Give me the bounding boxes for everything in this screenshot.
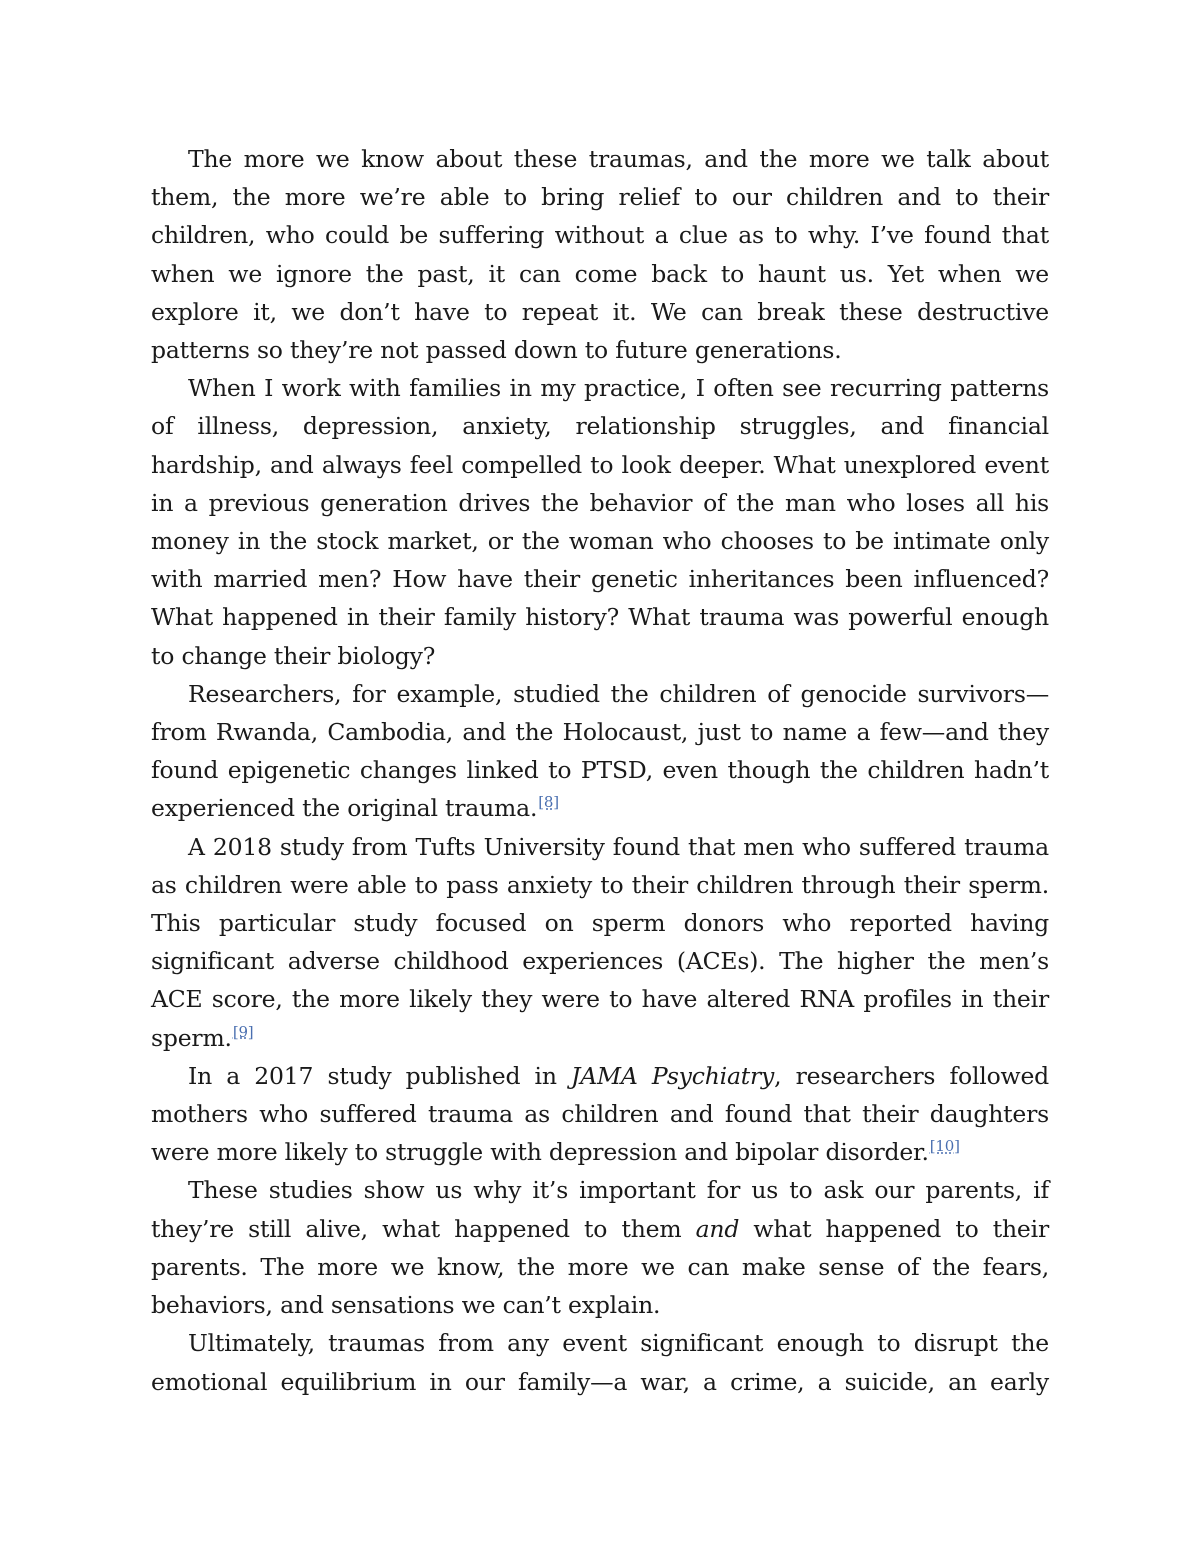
- journal-title: JAMA Psychiatry: [570, 1061, 775, 1090]
- footnote-link[interactable]: [9]: [232, 1022, 254, 1041]
- paragraph-text: A 2018 study from Tufts University found that men who suffered trauma as children were able to pass anxiety to their children through their sperm. This particular study focused on sperm donors who reported having significant adverse childhood experiences (ACEs). The higher the men’s ACE score, the more likely they were to have altered RNA profiles in their sperm.: [151, 832, 1049, 1052]
- footnote-link[interactable]: [10]: [929, 1137, 960, 1156]
- paragraph: [151, 828, 1049, 1057]
- paragraph: [151, 675, 1049, 828]
- paragraph: [151, 140, 1049, 369]
- document-page: [151, 140, 1049, 1401]
- paragraph-text: what happened to their parents. The more we know, the more we can make sense of the fears, behaviors, and sensations we can’t explain.: [151, 1214, 1049, 1320]
- paragraph: [151, 1171, 1049, 1324]
- paragraph-text: The more we know about these traumas, and the more we talk about them, the more we’re able to bring relief to our children and to their children, who could be suffering without a clue as to why. I’ve found that when we ignore the past, it can come back to haunt us. Yet when we explore it, we don’t have to repeat it. We can break these destructive patterns so they’re not passed down to future generations.: [151, 145, 1049, 365]
- emphasis-text: and: [695, 1214, 740, 1243]
- paragraph: [151, 1057, 1049, 1172]
- footnote-link[interactable]: [8]: [538, 793, 559, 812]
- paragraph: [151, 369, 1049, 675]
- paragraph-text: Ultimately, traumas from any event significant enough to disrupt the emotional equilibrium in our family—a war, a crime, a suicide, an early: [151, 1329, 1049, 1396]
- paragraph-text: When I work with families in my practice, I often see recurring patterns of illness, depression, anxiety, relationship struggles, and financial hardship, and always feel compelled to look deeper. What unexplored event in a previous generation drives the behavior of the man who loses all his money in the stock market, or the woman who chooses to be intimate only with married men? How have their genetic inheritances been influenced? What happened in their family history? What trauma was powerful enough to change their biology?: [151, 374, 1049, 670]
- paragraph-text: These studies show us why it’s important for us to ask our parents, if they’re still alive, what happened to them: [151, 1176, 1049, 1243]
- paragraph-text: , researchers followed mothers who suffered trauma as children and found that their daughters were more likely to struggle with depression and bipolar disorder.: [151, 1061, 1049, 1167]
- paragraph-text: Researchers, for example, studied the children of genocide survivors—from Rwanda, Cambodia, and the Holocaust, just to name a few—and they found epigenetic changes linked to PTSD, even though the children hadn’t experienced the original trauma.: [151, 679, 1049, 823]
- paragraph-text: In a 2017 study published in: [188, 1061, 571, 1090]
- paragraph: [151, 1324, 1049, 1400]
